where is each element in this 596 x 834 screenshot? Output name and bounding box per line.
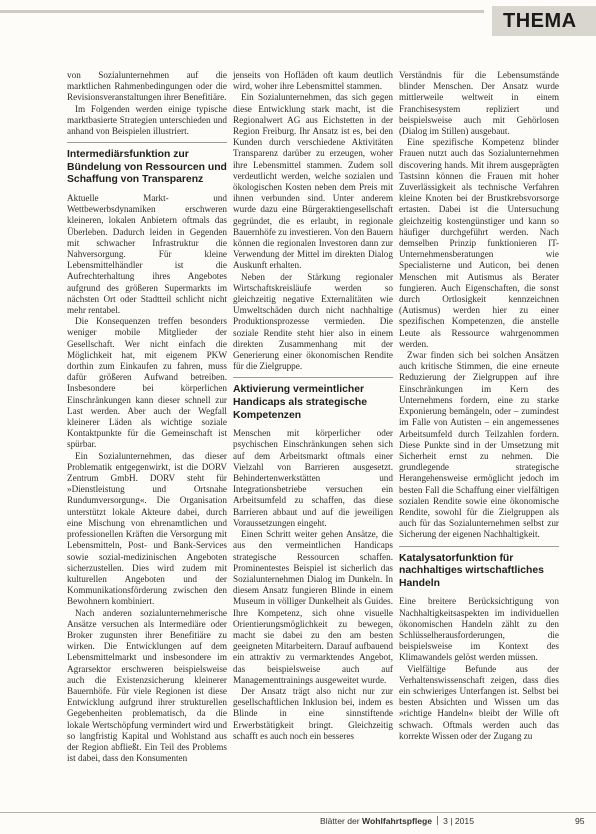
footer-separator <box>437 816 438 825</box>
paragraph: Ein Sozialunternehmen, das dieser Problematik entgegenwirkt, ist die DORV Zentrum GmbH. DORV steht für »Dienstleistung und Ortsnahe Rundumversorgung«. Die Organisation unterstützt lokale Akteure dabei, durch eine Mischung von ehrenamtlichen und professionellen Kräften die Versorgung mit Lebensmitteln, Post- und Bank-Services sowie sozial-medizinischen Angeboten sicherzustellen. Dies wird zudem mit kulturellen Angeboten und der Kommunikationsförderung zwischen den Bewohnern kombiniert. <box>67 450 227 607</box>
subheading: Intermediärsfunktion zur Bündelung von Ressourcen und Schaffung von Transparenz <box>67 149 227 186</box>
paragraph: jenseits von Hofläden oft kaum deutlich wird, woher ihre Lebensmittel stammen. <box>233 70 393 92</box>
paragraph: Die Konsequenzen treffen besonders weniger mobile Mitglieder der Gesellschaft. Wer nicht einfach die Möglichkeit hat, mit eigenem PKW dorthin zum Einkaufen zu fahren, muss dafür größeren Aufwand betreiben. Insbesondere bei körperlichen Einschränkungen kann dieser schnell zur Last werden. Aber auch der Wegfall kleinerer Läden als wichtige soziale Kontaktpunkte für die Gemeinschaft ist spürbar. <box>67 316 227 450</box>
subheading: Katalysatorfunktion für nachhaltiges wirtschaftliches Handeln <box>399 552 544 589</box>
paragraph: Eine spezifische Kompetenz blinder Frauen nutzt auch das Sozialunternehmen discovering hands. Mit ihrem ausgeprägten Tastsinn können die Frauen mit hoher Zuverlässigkeit als technische Verfahren kleine Knoten bei der Brustkrebsvorsorge ertasten. Dabei ist die Untersuchung gleichzeitig kostengünstiger und kann so häufiger durchgeführt werden. Nach demselben Prinzip funktionieren IT-Unternehmensberatungen wie Specialisterne und Auticon, bei denen Menschen mit Autismus als Berater fungieren. Auch Eigenschaften, die sonst durch Ortlosigkeit kennzeichnen (Autismus) werden hier zu einer spezifischen Kompetenzen, die anstelle Leute als Ressource wahrgenommen werden. <box>399 137 559 349</box>
paragraph: Eine breitere Berücksichtigung von Nachhaltigkeitsaspekten im individuellen ökonomischen Handeln zählt zu den Schlüsselherausforderungen, die beispielsweise im Kontext des Klimawandels gelöst werden müssen. <box>399 596 559 663</box>
journal-prefix: Blätter der <box>320 816 363 826</box>
paragraph: Zwar finden sich bei solchen Ansätzen auch kritische Stimmen, die eine erneute Reduzierung der Zielgruppen auf ihre Einschränkungen im Kern des Unternehmens fordern, eine zu starke Exponierung bemängeln, oder – zumindest im Falle von Autisten – ein angemessenes Arbeitsumfeld durch Teilzahlen fordern. Diese Punkte sind in der Umsetzung mit Sicherheit ernst zu nehmen. Die grundlegende strategische Herangehensweise ermöglicht jedoch im besten Fall die Schaffung einer vielfältigen sozialen Rendite sowie eine ökonomische Rendite, sowohl für die Zielgruppen als auch für das Sozialunternehmen selbst zur Sicherung der eigenen Nachhaltigkeit. <box>399 350 559 540</box>
text-column-3 <box>399 70 559 742</box>
footer-rule <box>0 812 596 813</box>
paragraph: Aktuelle Markt- und Wettbewerbsdynamiken erschweren kleineren, lokalen Anbietern oftmals das Überleben. Dadurch leiden in Gegenden mit schwacher Infrastruktur die Nahversorgung. Für kleine Lebensmittelhändler ist die Aufrechterhaltung ihres Angebotes aufgrund des größeren Supermarkts im nächsten Ort oder Stadtteil schlicht nicht mehr rentabel. <box>67 193 227 316</box>
section-rule <box>233 377 393 378</box>
paragraph: Verständnis für die Lebensumstände blinder Menschen. Der Ansatz wurde mittlerweile weltweit in einem Franchisesystem repliziert und beispielsweise auch mit Gehörlosen (Dialog im Stillen) ausgebaut. <box>399 70 559 137</box>
issue-number: 3 | 2015 <box>443 816 474 826</box>
section-rule <box>67 142 227 143</box>
paragraph: Im Folgenden werden einige typische marktbasierte Strategien unterschieden und anhand von Beispielen illustriert. <box>67 103 227 137</box>
header-rule <box>0 10 484 13</box>
subheading: Aktivierung vermeintlicher Handicaps als strategische Kompetenzen <box>233 384 367 421</box>
paragraph: Neben der Stärkung regionaler Wirtschaftskreisläufe werden so gleichzeitig negative Externalitäten wie Umweltschäden durch nicht nachhaltige Produktionsprozesse vermieden. Die soziale Rendite steht hier also in einem direkten Zusammenhang mit der Generierung einer ökonomischen Rendite für die Zielgruppe. <box>233 271 393 372</box>
paragraph: Der Ansatz trägt also nicht nur zur gesellschaftlichen Inklusion bei, indem es Blinde in eine sinnstiftende Erwerbstätigkeit bringt. Gleichzeitig schafft es auch noch ein besseres <box>233 685 393 741</box>
paragraph: Nach anderen sozialunternehmerische Ansätze versuchen als Intermediäre oder Broker zugunsten ihrer Benefitiäre zu wirken. Die Entwicklungen auf dem Lebensmittelmarkt und insbesondere im Agrarsektor erschweren beispielsweise auch die Existenzsicherung kleinerer Bauernhöfe. Für viele Regionen ist diese Entwicklung aufgrund ihrer strukturellen Gegebenheiten problematisch, da die lokale Wertschöpfung vermindert wird und so langfristig Kapital und Wohlstand aus der Region abfließt. Ein Teil des Problems ist dabei, dass den Konsumenten <box>67 607 227 764</box>
paragraph: Einen Schritt weiter gehen Ansätze, die aus den vermeintlichen Handicaps strategische Ressourcen schaffen. Prominentestes Beispiel ist sicherlich das Sozialunternehmen Dialog im Dunkeln. In diesem Ansatz fungieren Blinde in einem Museum in völliger Dunkelheit als Guides. Ihre Kompetenz, sich ohne visuelle Orientierungsmöglichkeit zu bewegen, macht sie dabei zu den am besten geeigneten Mitarbeitern. Darauf aufbauend ein attraktiv zu vermarktendes Angebot, das beispielsweise auch auf Managementtrainings ausgeweitet wurde. <box>233 529 393 685</box>
section-label: THEMA <box>503 10 577 32</box>
paragraph: von Sozialunternehmen auf die marktlichen Rahmenbedingungen oder die Revisionsveranstaltungen ihrer Benefitiäre. <box>67 70 227 103</box>
section-rule <box>399 546 559 547</box>
paragraph: Vielfältige Befunde aus der Verhaltenswissenschaft zeigen, dass dies ein schwieriges Unterfangen ist. Selbst bei besten Absichten und Wissen um das »richtige Handeln« bleibt der Wille oft schwach. Oftmals werden auch das korrekte Wissen oder der Zugang zu <box>399 663 559 741</box>
text-column-1 <box>67 70 227 764</box>
text-column-2 <box>233 70 393 742</box>
paragraph: Ein Sozialunternehmen, das sich gegen diese Entwicklung stark macht, ist die Regionalwert AG aus Eichstetten in der Region Freiburg. Ihr Ansatz ist es, bei den Kunden durch verschiedene Aktivitäten Transparenz darüber zu erzeugen, woher ihre Lebensmittel stammen. Zudem soll verdeutlicht werden, welche sozialen und ökologischen Kosten neben dem Preis mit ihnen verbunden sind. Unter anderem wurde dazu eine Bürgeraktiengesellschaft gegründet, die es erlaubt, in regionale Bauernhöfe zu investieren. Von den Bauern können die regionalen Investoren dann zur Verwendung der Mittel im direkten Dialog Auskunft erhalten. <box>233 92 393 271</box>
page-number: 95 <box>575 816 585 826</box>
paragraph: Menschen mit körperlicher oder psychischen Einschränkungen sehen sich auf dem Arbeitsmarkt oftmals einer Vielzahl von Barrieren ausgesetzt. Behindertenwerkstätten und Integrationsbetriebe versuchen ein Arbeitsumfeld zu schaffen, das diese Barrieren abbaut und auf die jeweiligen Voraussetzungen eingeht. <box>233 428 393 528</box>
journal-footer <box>320 816 474 826</box>
journal-name: Wohlfahrtspflege <box>362 816 433 826</box>
